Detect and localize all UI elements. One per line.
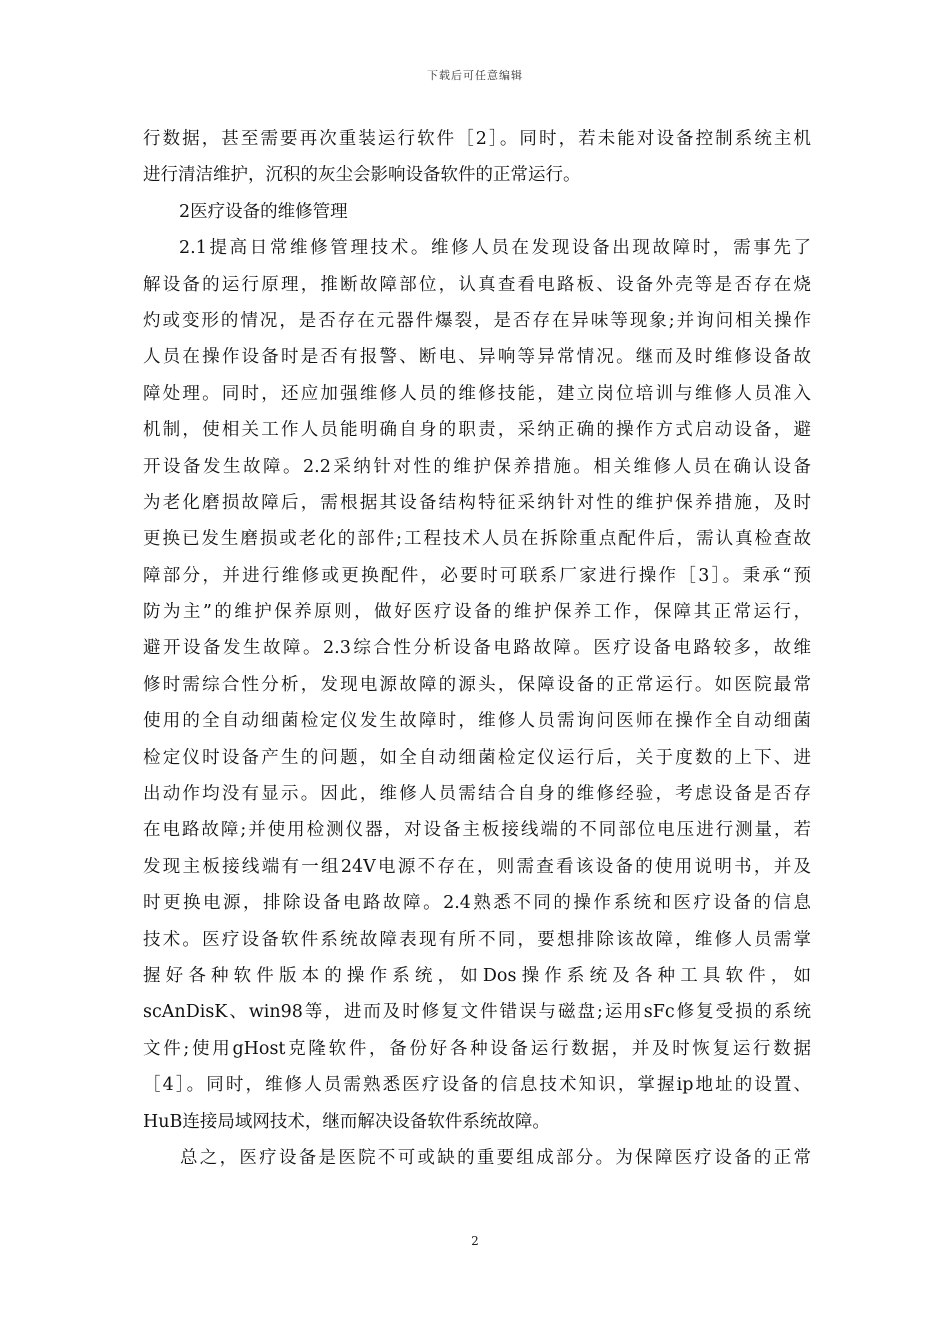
paragraph-line: 时更换电源，排除设备电路故障。2.4熟悉不同的操作系统和医疗设备的信息 bbox=[143, 893, 811, 914]
paragraph-line: 解设备的运行原理，推断故障部位，认真查看电路板、设备外壳等是否存在烧 bbox=[143, 274, 811, 295]
paragraph-line: 发现主板接线端有一组24V电源不存在，则需查看该设备的使用说明书，并及 bbox=[143, 856, 811, 877]
paragraph-line: 更换已发生磨损或老化的部件;工程技术人员在拆除重点配件后，需认真检查故 bbox=[143, 529, 811, 550]
page-number: 2 bbox=[471, 1234, 479, 1248]
paragraph-line: 在电路故障;并使用检测仪器，对设备主板接线端的不同部位电压进行测量，若 bbox=[143, 820, 811, 841]
paragraph-line: 检定仪时设备产生的问题，如全自动细菌检定仪运行后，关于度数的上下、进 bbox=[143, 747, 811, 768]
paragraph-line: 防为主”的维护保养原则，做好医疗设备的维护保养工作，保障其正常运行， bbox=[143, 602, 811, 623]
paragraph-line: 行数据，甚至需要再次重装运行软件［2］。同时，若未能对设备控制系统主机 bbox=[143, 129, 811, 149]
paragraph-line: 出动作均没有显示。因此，维修人员需结合自身的维修经验，考虑设备是否存 bbox=[143, 784, 811, 805]
paragraph-line: 进行清洁维护，沉积的灰尘会影响设备软件的正常运行。 bbox=[143, 165, 581, 186]
paragraph-line: 机制，使相关工作人员能明确自身的职责，采纳正确的操作方式启动设备，避 bbox=[143, 420, 811, 441]
paragraph-line: 灼或变形的情况，是否存在元器件爆裂，是否存在异味等现象;并询问相关操作 bbox=[143, 310, 811, 331]
paragraph-line: 障处理。同时，还应加强维修人员的维修技能，建立岗位培训与维修人员准入 bbox=[143, 383, 811, 404]
page-header: 下载后可任意编辑 bbox=[427, 69, 523, 82]
paragraph-line: 总之，医疗设备是医院不可或缺的重要组成部分。为保障医疗设备的正常 bbox=[180, 1147, 811, 1168]
body-text bbox=[143, 121, 811, 1176]
paragraph-line: ［4］。同时，维修人员需熟悉医疗设备的信息技术知识，掌握ip地址的设置、 bbox=[143, 1075, 811, 1096]
paragraph-line: 握好各种软件版本的操作系统，如Dos操作系统及各种工具软件，如 bbox=[143, 965, 811, 986]
paragraph-line: scAnDisK、win98等，进而及时修复文件错误与磁盘;运用sFc修复受损的系统 bbox=[143, 1002, 811, 1023]
paragraph-line: 人员在操作设备时是否有报警、断电、异响等异常情况。继而及时维修设备故 bbox=[143, 347, 811, 368]
paragraph-line: 2.1提高日常维修管理技术。维修人员在发现设备出现故障时，需事先了 bbox=[179, 238, 811, 259]
paragraph-line: 开设备发生故障。2.2采纳针对性的维护保养措施。相关维修人员在确认设备 bbox=[143, 456, 811, 477]
paragraph-line: 避开设备发生故障。2.3综合性分析设备电路故障。医疗设备电路较多，故维 bbox=[143, 638, 811, 659]
paragraph-line: 技术。医疗设备软件系统故障表现有所不同，要想排除该故障，维修人员需掌 bbox=[143, 929, 811, 950]
paragraph-line: 使用的全自动细菌检定仪发生故障时，维修人员需询问医师在操作全自动细菌 bbox=[143, 711, 811, 732]
paragraph-line: 障部分，并进行维修或更换配件，必要时可联系厂家进行操作［3］。秉承“预 bbox=[143, 565, 811, 586]
section-heading: 2医疗设备的维修管理 bbox=[179, 201, 348, 222]
paragraph-line: 文件;使用gHost克隆软件，备份好各种设备运行数据，并及时恢复运行数据 bbox=[143, 1038, 811, 1059]
paragraph-line: 为老化磨损故障后，需根据其设备结构特征采纳针对性的维护保养措施，及时 bbox=[143, 492, 811, 513]
paragraph-line: HuB连接局域网技术，继而解决设备软件系统故障。 bbox=[143, 1111, 550, 1132]
paragraph-line: 修时需综合性分析，发现电源故障的源头，保障设备的正常运行。如医院最常 bbox=[143, 674, 811, 695]
